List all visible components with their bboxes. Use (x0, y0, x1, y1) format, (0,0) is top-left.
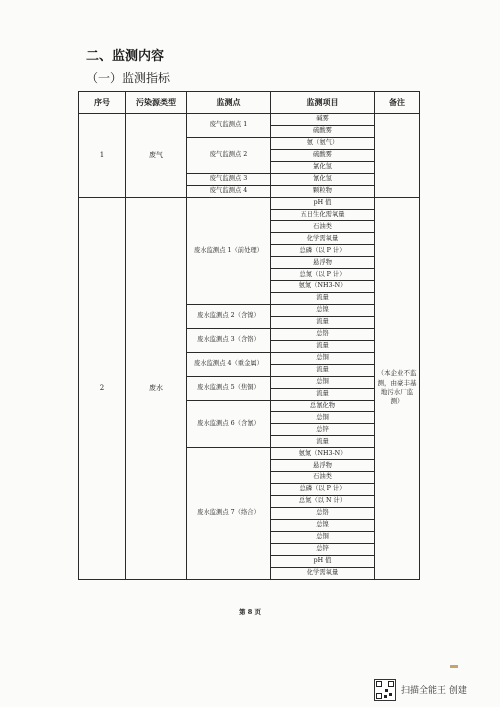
cell-monitor-item: 氨（氨气） (271, 137, 375, 149)
table-row (79, 114, 420, 126)
subsection-title: （一）监测指标 (86, 71, 171, 85)
cell-monitor-point: 废水监测点 7（络合） (187, 448, 271, 579)
cell-monitor-item: 流量 (271, 316, 375, 328)
cell-monitor-item: 总铜 (271, 376, 375, 388)
table-header-row (79, 92, 420, 114)
cell-monitor-item: 硫酸雾 (271, 125, 375, 137)
cell-no: 1 (79, 114, 126, 198)
cell-monitor-item: 总镍 (271, 305, 375, 317)
cell-monitor-item: 总铜 (271, 412, 375, 424)
cell-monitor-item: 总磷（以 P 计） (271, 245, 375, 257)
header-type: 污染源类型 (126, 92, 187, 114)
scanner-watermark: 扫描全能王 创建 (401, 686, 467, 696)
cell-monitor-point: 废气监测点 3 (187, 173, 271, 185)
cell-monitor-item: 碱雾 (271, 114, 375, 126)
cell-monitor-item: 总氮（以 P 计） (271, 269, 375, 281)
cell-source-type: 废水 (126, 197, 187, 579)
cell-monitor-item: 流量 (271, 388, 375, 400)
cell-monitor-item: 氰化氢 (271, 173, 375, 185)
qr-code-icon (374, 679, 396, 701)
cell-source-type: 废气 (126, 114, 187, 198)
cell-monitor-item: 悬浮物 (271, 460, 375, 472)
cell-monitor-point: 废水监测点 6（含氰） (187, 400, 271, 448)
scan-mark (450, 665, 458, 668)
table-row (79, 197, 420, 209)
cell-note: （本企业不监测，由豪丰基地污水厂监测） (375, 197, 420, 579)
cell-monitor-point: 废水监测点 1（前处理） (187, 197, 271, 304)
cell-monitor-item: 石油类 (271, 472, 375, 484)
cell-monitor-point: 废气监测点 1 (187, 114, 271, 138)
cell-monitor-item: 五日生化需氧量 (271, 209, 375, 221)
header-point: 监测点 (187, 92, 271, 114)
cell-monitor-item: 石油类 (271, 221, 375, 233)
cell-monitor-item: 氨氮（NH3-N） (271, 281, 375, 293)
cell-monitor-item: 流量 (271, 364, 375, 376)
cell-monitor-item: 总铬 (271, 507, 375, 519)
cell-monitor-item: 化学需氧量 (271, 567, 375, 579)
cell-monitor-item: 流量 (271, 436, 375, 448)
cell-monitor-item: pH 值 (271, 197, 375, 209)
cell-monitor-item: 总铜 (271, 352, 375, 364)
cell-monitor-point: 废水监测点 5（焦铜） (187, 376, 271, 400)
cell-monitor-item: 硫酸雾 (271, 149, 375, 161)
cell-no: 2 (79, 197, 126, 579)
cell-monitor-item: 总磷（以 P 计） (271, 484, 375, 496)
cell-monitor-item: 颗粒物 (271, 185, 375, 197)
cell-monitor-point: 废水监测点 3（含铬） (187, 328, 271, 352)
cell-monitor-item: 总镍 (271, 519, 375, 531)
cell-monitor-item: pH 值 (271, 555, 375, 567)
cell-monitor-item: 流量 (271, 293, 375, 305)
cell-monitor-item: 化学需氧量 (271, 233, 375, 245)
header-no: 序号 (79, 92, 126, 114)
cell-monitor-item: 悬浮物 (271, 257, 375, 269)
cell-monitor-item: 总氮（以 N 计） (271, 496, 375, 508)
cell-monitor-item: 总铜 (271, 531, 375, 543)
cell-monitor-point: 废水监测点 2（含镍） (187, 305, 271, 329)
cell-monitor-item: 氯化氢 (271, 161, 375, 173)
header-note: 备注 (375, 92, 420, 114)
cell-monitor-point: 废气监测点 2 (187, 137, 271, 173)
cell-monitor-item: 总锌 (271, 424, 375, 436)
cell-monitor-item: 总锌 (271, 543, 375, 555)
section-title: 二、监测内容 (86, 49, 165, 64)
header-item: 监测项目 (271, 92, 375, 114)
cell-monitor-item: 总氰化物 (271, 400, 375, 412)
page-number: 第 8 页 (238, 608, 262, 616)
cell-monitor-item: 氨氮（NH3-N） (271, 448, 375, 460)
cell-note (375, 114, 420, 198)
cell-monitor-point: 废水监测点 4（重金属） (187, 352, 271, 376)
monitoring-table (78, 91, 420, 580)
cell-monitor-point: 废气监测点 4 (187, 185, 271, 197)
cell-monitor-item: 流量 (271, 340, 375, 352)
cell-monitor-item: 总铬 (271, 328, 375, 340)
